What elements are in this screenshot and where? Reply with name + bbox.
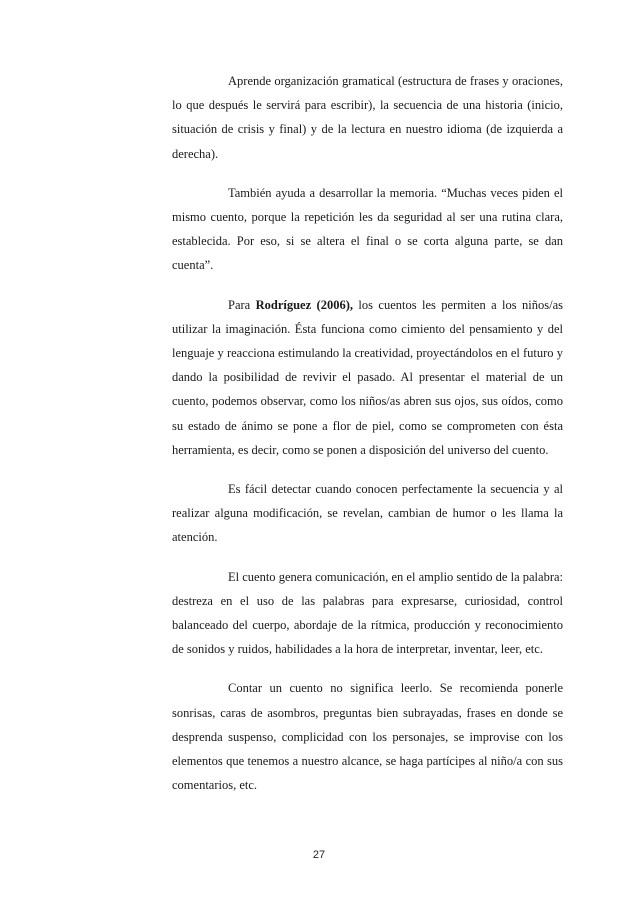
body-text (172, 69, 563, 812)
paragraph-rodriguez (172, 293, 563, 462)
paragraph-grammar: Aprende organización gramatical (estructura de frases y oraciones, lo que después le servirá para escribir), la secuencia de una historia (inicio, situación de crisis y final) y de la lectura en nuestro idioma (de izquierda a derecha). (172, 74, 563, 161)
paragraph-sequence: Es fácil detectar cuando conocen perfectamente la secuencia y al realizar alguna modificación, se revelan, cambian de humor o les llama la atención. (172, 482, 563, 545)
page-number: 27 (312, 849, 326, 861)
paragraph-memory: También ayuda a desarrollar la memoria. “Muchas veces piden el mismo cuento, porque la repetición les da seguridad al ser una rutina clara, establecida. Por eso, si se altera el final o se corta alguna parte, se dan cuenta”. (172, 185, 563, 273)
paragraph-rest: los cuentos les permiten a los niños/as utilizar la imaginación. Ésta funciona como cimiento del pensamiento y del lenguaje y reacciona estimulando la creatividad, proyectándolos en el futuro y dando la posibilidad de revivir el pasado. Al presentar el material de un cuento, podemos observar, como los niños/as abren sus ojos, sus oídos, como su estado de ánimo se pone a flor de piel, como se comprometen con ésta herramienta, es decir, como se ponen a disposición del universo del cuento. (172, 297, 563, 457)
paragraph-communication: El cuento genera comunicación, en el amplio sentido de la palabra: destreza en el uso de las palabras para expresarse, curiosidad, control balanceado del cuerpo, abordaje de la rítmica, producción y reconocimiento de sonidos y ruidos, habilidades a la hora de interpretar, inventar, leer, etc. (172, 569, 563, 657)
paragraph-storytelling: Contar un cuento no significa leerlo. Se recomienda ponerle sonrisas, caras de asombros, preguntas bien subrayadas, frases en donde se desprenda suspenso, complicidad con los personajes, se improvise con los elementos que tenemos a nuestro alcance, se haga partícipes al niño/a con sus comentarios, etc. (172, 681, 563, 793)
citation-author: Rodríguez (2006), (255, 297, 354, 312)
paragraph-lead: Para (228, 297, 256, 312)
